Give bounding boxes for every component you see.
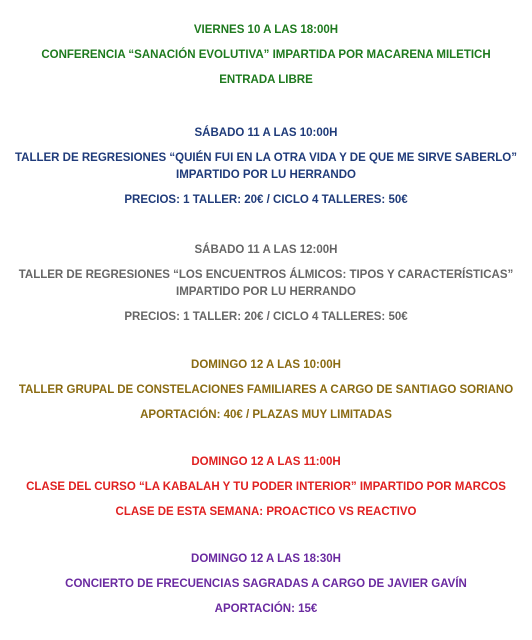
event-detail: APORTACIÓN: 40€ / PLAZAS MUY LIMITADAS xyxy=(140,409,392,421)
event-conference xyxy=(0,22,532,89)
event-detail: PRECIOS: 1 TALLER: 20€ / CICLO 4 TALLERES: 50€ xyxy=(124,311,408,323)
event-title: CONCIERTO DE FRECUENCIAS SAGRADAS A CARGO DE JAVIER GAVÍN xyxy=(65,578,467,590)
event-title: TALLER DE REGRESIONES “LOS ENCUENTROS ÁLMICOS: TIPOS Y CARACTERÍSTICAS” IMPARTIDO POR LU HERRANDO xyxy=(18,269,514,298)
event-date: DOMINGO 12 A LAS 10:00H xyxy=(191,359,341,371)
event-regression-workshop-1 xyxy=(0,125,532,209)
event-detail: CLASE DE ESTA SEMANA: PROACTICO VS REACTIVO xyxy=(115,506,417,518)
event-title: TALLER DE REGRESIONES “QUIÉN FUI EN LA OTRA VIDA Y DE QUE ME SIRVE SABERLO” IMPARTIDO POR LU HERRANDO xyxy=(14,152,517,181)
event-detail: ENTRADA LIBRE xyxy=(219,74,313,86)
event-title: CLASE DEL CURSO “LA KABALAH Y TU PODER INTERIOR” IMPARTIDO POR MARCOS xyxy=(26,481,506,493)
event-detail: PRECIOS: 1 TALLER: 20€ / CICLO 4 TALLERES: 50€ xyxy=(124,194,408,206)
event-date: DOMINGO 12 A LAS 18:30H xyxy=(191,553,341,565)
event-title: CONFERENCIA “SANACIÓN EVOLUTIVA” IMPARTIDA POR MACARENA MILETICH xyxy=(41,49,491,61)
event-detail: APORTACIÓN: 15€ xyxy=(214,603,318,615)
event-kabalah-class xyxy=(0,454,532,521)
event-date: SÁBADO 11 A LAS 10:00H xyxy=(194,127,338,139)
event-family-constellations xyxy=(0,357,532,424)
event-sacred-frequencies-concert xyxy=(0,551,532,618)
event-date: VIERNES 10 A LAS 18:00H xyxy=(193,24,339,36)
event-date: DOMINGO 12 A LAS 11:00H xyxy=(191,456,341,468)
event-title: TALLER GRUPAL DE CONSTELACIONES FAMILIARES A CARGO DE SANTIAGO SORIANO xyxy=(18,384,514,396)
event-regression-workshop-2 xyxy=(0,242,532,326)
event-date: SÁBADO 11 A LAS 12:00H xyxy=(194,244,338,256)
